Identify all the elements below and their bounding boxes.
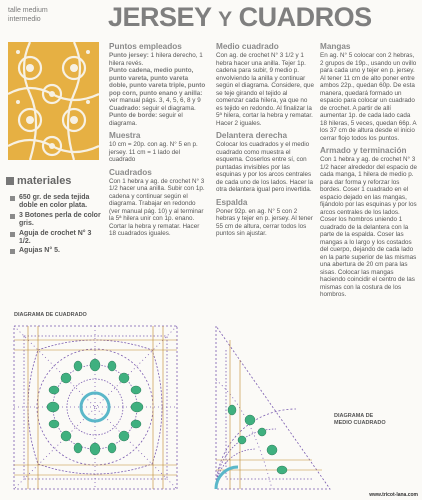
page-title [108,2,372,33]
puntos-value: seguir el diagrama. [109,112,183,127]
level-label: intermedio [8,16,41,23]
muestra-text: 10 cm = 20p. con ag. N° 5 en p. jersey. 11 cm = 1 lado del cuadrado [109,141,198,163]
materials-item: Aguja de crochet N° 3 1/2. [10,230,102,247]
lace-photo-image [8,42,99,160]
column-2 [216,42,314,242]
puntos-label: Punto de borde: [109,112,158,119]
title-word-y: Y [218,8,232,31]
puntos-label: Punto cadena, medio punto, punto vareta, punto vareta doble, punto vareta triple, punto pop corn, punto enano y anilla: [109,67,206,97]
materials-item: Agujas N° 5. [10,247,102,255]
medio-text: Con ag. de crochet N° 3 1/2 y 1 hebra hacer una anilla. Tejer 1p. cadena para subir, 9 medio p. envolviendo la anilla y continuar según el diagrama. Considere, que se teje girando el tejido al comenzar cada hilera, ya que no es tejido en redondo. Al finalizar la 5ª hilera, cortar la hebra y rematar. Hacer 2 iguales. [216,52,315,127]
square-diagram-label: DIAGRAMA DE CUADRADO [14,312,87,318]
puntos-label: Punto jersey: [109,52,149,59]
armado-title: Armado y terminación [320,146,407,155]
size-label: talle medium [8,7,48,14]
title-word-1: JERSEY [108,2,212,32]
puntos-value: 1 hilera derecho, 1 hilera revés. [109,52,203,67]
square-bullet-icon [6,177,14,185]
half-square-label-line-1: DIAGRAMA DE [334,413,374,419]
column-3 [320,42,418,303]
materials-item: 650 gr. de seda tejida doble en color plata. [10,194,102,211]
square-crochet-diagram [8,320,183,495]
puntos-label: Cuadrado: [109,104,141,112]
puntos-title: Puntos empleados [109,42,182,51]
half-square-diagram-label [334,413,386,427]
puntos-value: seguir el diagrama. [140,104,196,112]
delantera-title: Delantera derecha [216,131,287,140]
espalda-text: Poner 92p. en ag. N° 5 con 2 hebras y tejer en p. jersey. Al tener 55 cm de altura, cerrar todos los puntos sin ajustar. [216,207,313,237]
half-square-label-line-2: MEDIO CUADRADO [334,420,386,426]
materials-heading [6,173,101,189]
column-1 [109,42,207,242]
puntos-text [109,52,207,127]
delantera-text: Colocar los cuadrados y el medio cuadrado como muestra el esquema. Coserlos entre sí, con puntadas invisibles por las esquinas y por los arcos centrales de cada uno de los lados. Hacer la otra delantera igual pero invertida. [216,141,313,193]
materials-list [10,194,102,257]
puntos-value: ver manual págs. 3, 4, 5, 6, 8 y 9 [109,97,201,104]
title-word-2: CUADROS [238,2,372,32]
armado-text: Con 1 hebra y ag. de crochet N° 3 1/2 hacer alrededor del espacio de cada manga, 1 hilera de medio p. para dar forma y reforzar los bordes. Coser 1 cuadrado en el espacio dejado en las mangas, fijándolo por las esquinas y por los arcos centrales de los lados. Coser los hombros uniendo 1 cuadrado de la delantera con la parte de la espalda. Coser las mangas a lo largo y los costados del cuerpo, dejando de cada lado en la parte superior de las mismas una abertura de 20 cm para las sisas. Colocar las mangas haciendo coincidir el centro de las mismas con la costura de los hombros. [320,156,417,298]
medio-title: Medio cuadrado [216,42,279,51]
mangas-title: Mangas [320,42,351,51]
half-square-crochet-diagram [212,320,337,495]
cuadrados-title: Cuadrados [109,167,152,177]
materials-item: 3 Botones perla de color gris. [10,212,102,229]
mangas-text: En ag. N° 5 colocar con 2 hebras, 2 grupos de 19p., usando un ovillo para cada uno y tejer en p. jersey. Al tener 11 cm de alto poner entre ambos 22p., quedan 60p. De esta manera, quedará formado un espacio para colocar un cuadrado de crochet. A partir de allí aumentar 1p. de cada lado cada 18 hileras, 5 veces, quedan 66p. A los 37 cm de altura desde el inicio cerrar flojo todos los puntos. [320,52,417,142]
materials-heading-text: materiales [17,175,72,187]
cuadrados-text: Con 1 hebra y ag. de crochet N° 3 1/2 hacer una anilla. Subir con 1p. cadena y continuar según el diagrama. Trabajar en redondo (ver manual pág. 10) y al terminar la 5ª hilera unir con 1p. enano. Cortar la hebra y rematar. Hacer 18 cuadrados iguales. [109,177,205,237]
footer-site: www.tricot-lana.com [369,492,418,498]
size-level-label [8,6,48,24]
lace-photo [8,42,99,160]
espalda-title: Espalda [216,197,248,207]
muestra-title: Muestra [109,131,141,140]
